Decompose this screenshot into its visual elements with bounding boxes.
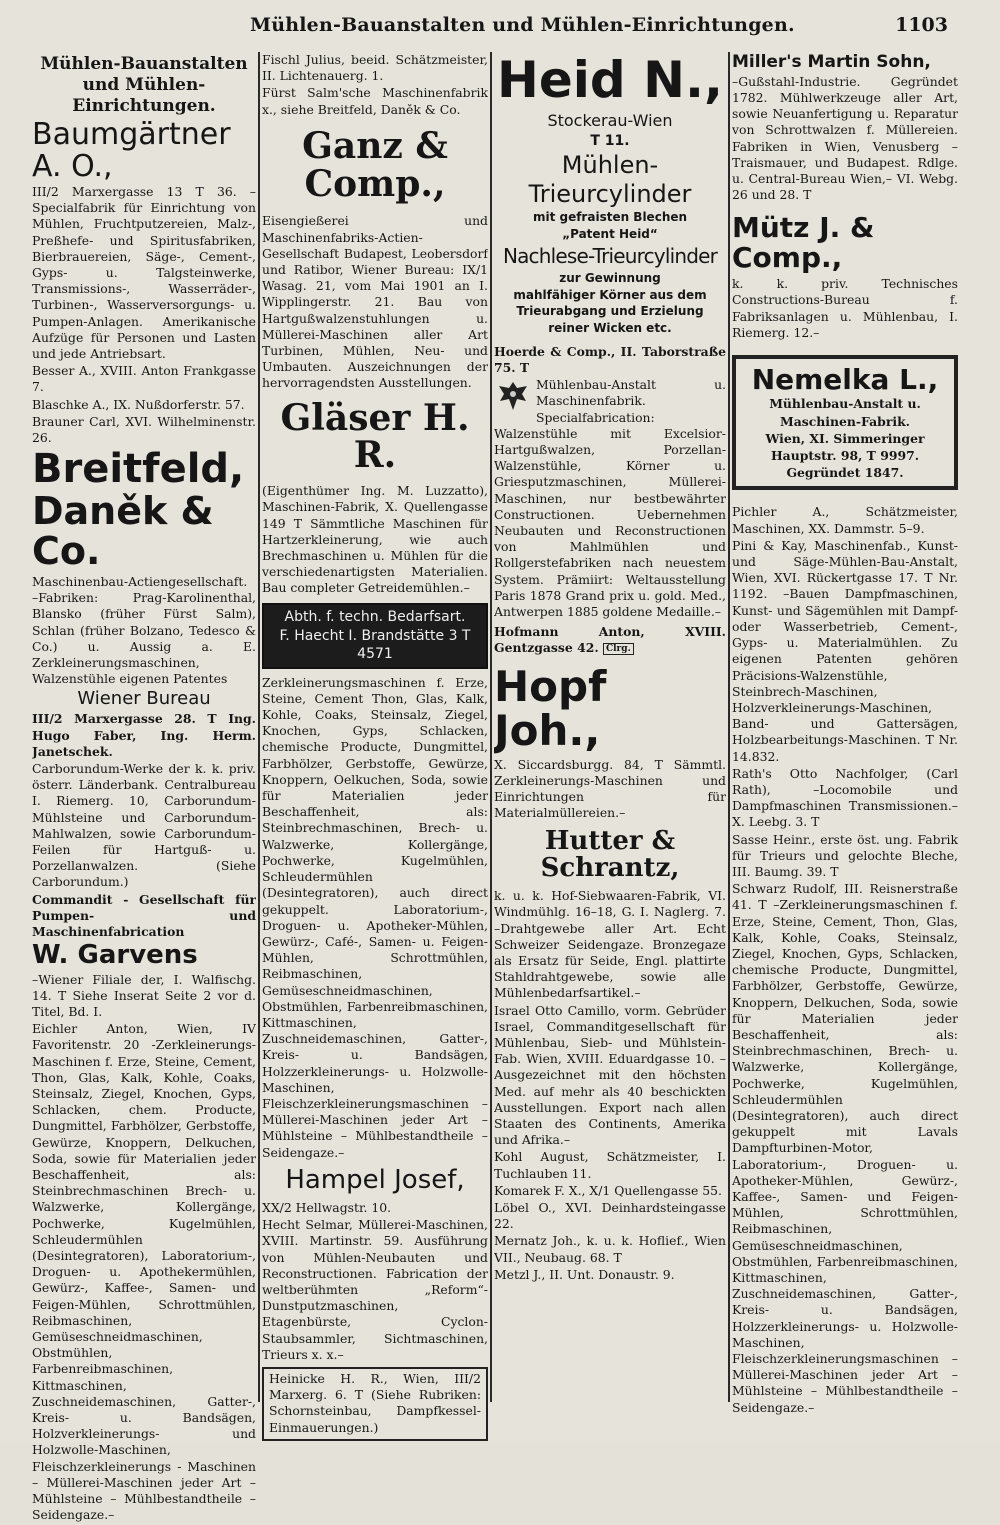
heid-text-4: mahlfähiger Körner aus dem Trieurabgang und Erzielung reiner Wicken etc. <box>513 288 707 335</box>
heid-phone: T 11. <box>590 132 630 149</box>
wiener-bureau-heading: Wiener Bureau <box>77 688 211 710</box>
entry-text-ganz: Eisengießerei und Maschinenfabriks-Actien-Gesellschaft Budapest, Leobersdorf und Ratibor, Wiener Bureau: IX/1 Wasag. 21, vom Mai 1901 an I. Wipplingerstr. 21. Bau von Hartgußwalzenstuhlungen u. Müllerei-Maschinen aller Art Turbinen, Mühlen, Neu- und Umbauten. Auszeichnungen der hervorragendsten Ausstellungen. <box>262 213 488 391</box>
column-1 <box>32 52 256 1525</box>
entry-mernatz: Mernatz Joh., k. u. k. Hoflief., Wien VII., Neubaug. 68. T <box>494 1233 726 1265</box>
entry-commandit: Commandit - Gesellschaft für Pumpen- und Maschinenfabrication <box>32 891 256 940</box>
heid-text-3: zur Gewinnung <box>559 270 661 285</box>
entry-fuerst-salm: Fürst Salm'sche Maschinenfabrik x., siehe Breitfeld, Daněk & Co. <box>262 85 488 117</box>
nemelka-text-2: Maschinen-Fabrik. <box>780 413 910 429</box>
entry-name-muetz: Mütz J. & Comp., <box>732 211 875 274</box>
entry-metzl: Metzl J., II. Unt. Donaustr. 9. <box>494 1266 675 1282</box>
column-divider <box>728 52 730 1402</box>
entry-text-muetz: k. k. priv. Technisches Constructions-Bureau f. Fabriksanlagen u. Mühlenbau, I. Riemerg. 12.– <box>732 276 958 340</box>
entry-israel: Israel Otto Camillo, vorm. Gebrüder Israel, Commanditgesellschaft für Mühlenbau, Sieb- und Mühlstein-Fab. Wien, XVIII. Eduardgasse 10. –Ausgezeichnet mit den höchsten Med. auf mehr als 40 beschickten Ausstellungen. Export nach allen Staaten des Continents, Amerika und Afrika.– <box>494 1002 726 1148</box>
column-3 <box>494 52 726 1284</box>
entry-schwarz: Schwarz Rudolf, III. Reisnerstraße 41. T –Zerkleinerungsmaschinen f. Erze, Steine, Cement, Thon, Glas, Kalk, Kohle, Coaks, Steinsalz, Ziegel, Knochen, Gyps, Schlacken, chemische Producte, Dungmittel, Farbhölzer, Gerbstoffe, Gewürze, Knoppern, Delkuchen, Soda, sowie für Materialien jeder Beschaffenheit, als: Steinbrechmaschinen, Brech- u. Walzwerke, Kollergänge, Pochwerke, Kugelmühlen, Schleudermühlen (Desintegratoren), auch direct gekuppelt mit Lavals Dampfturbinen-Motor, Laboratorium-, Droguen- u. Apotheker-Mühlen, Gewürz-, Kaffee-, Samen- und Feigen-Mühlen, Schrottmühlen, Reibmaschinen, Gemüseschneidmaschinen, Obstmühlen, Farbenreibmaschinen, Kittmaschinen, Zuschneidemaschinen, Gatter-, Kreis- u. Bandsägen, Holzzerkleinerungs- u. Holzwolle-Maschinen, Fleischzerkleinerungsmaschinen – Müllerei-Maschinen jeder Art – Mühlsteine – Mühlbestandtheile – Seidengaze.– <box>732 881 958 1415</box>
entry-text-miller: –Gußstahl-Industrie. Gegründet 1782. Mühlwerkzeuge aller Art, sowie Neuanfertigung u. Reparatur von Schrottwalzen f. Müllereien. Fabriken in Wien, Venusberg – Traismauer, und Budapest. Rdlge. u. Central-Bureau Wien,– VI. Webg. 26 und 28. T <box>732 73 958 203</box>
entry-text-garvens: –Wiener Filiale der, I. Walfischg. 14. T Siehe Inserat Seite 2 vor d. Titel, Bd. I. <box>32 971 256 1019</box>
entry-text-baumgartner: III/2 Marxergasse 13 T 36. –Specialfabrik für Einrichtung von Mühlen, Fruchtputzereien, Malz-, Preßhefe- und Spiritusfabriken, Bierbrauereien, Säge-, Cement-, Gyps- u. Talgsteinwerke, Transmissions-, Wasserräder-, Turbinen-, Wasserversorgungs- u. Pumpen-Anlagen. Amerikanische Aufzüge für Personen und Lasten und jede Antriebsart. <box>32 184 256 362</box>
entry-text-hutter: k. u. k. Hof-Siebwaaren-Fabrik, VI. Windmühlg. 16–18, G. I. Naglerg. 7. –Drahtgewebe aller Art. Echt Schweizer Seidengaze. Bronzegaze als Ersatz für Seide, Engl. plattirte Stahldrahtgewebe, sowie alle Mühlenbedarfsartikel.– <box>494 888 726 1001</box>
nemelka-box <box>732 355 958 490</box>
entry-name-breitfeld: Breitfeld, <box>32 446 245 493</box>
column-2 <box>262 52 488 1445</box>
running-title: Mühlen-Bauanstalten und Mühlen-Einrichtungen. <box>250 14 795 36</box>
entry-name-hutter: Hutter & Schrantz, <box>540 825 680 883</box>
entry-brauner: Brauner Carl, XVI. Wilhelminenstr. 26. <box>32 413 256 446</box>
entry-name-hopf: Hopf Joh., <box>494 661 607 755</box>
entry-name-glaeser: Gläser H. R. <box>280 396 470 477</box>
entry-name-nemelka: Nemelka L., <box>751 363 939 397</box>
entry-name-hampel: Hampel Josef, <box>285 1164 465 1195</box>
entry-kohl: Kohl August, Schätzmeister, I. Tuchlauben 11. <box>494 1149 726 1181</box>
entry-hofmann: Hofmann Anton, XVIII. Gentzgasse 42. Clrg. <box>494 624 726 656</box>
abth-line-1: Abth. f. techn. Bedarfsart. <box>284 608 466 625</box>
page-header <box>0 10 1000 46</box>
eagle-emblem-icon <box>496 379 530 413</box>
heid-product-2: Trieurcylinder <box>528 179 692 208</box>
entry-besser: Besser A., XVIII. Anton Frankgasse 7. <box>32 363 256 395</box>
entry-name-garvens: W. Garvens <box>32 940 198 971</box>
abth-line-2: F. Haecht I. Brandstätte 3 T 4571 <box>279 627 471 662</box>
abth-banner <box>262 603 488 669</box>
heid-city: Stockerau-Wien <box>547 110 673 130</box>
entry-text-glaeser: (Eigenthümer Ing. M. Luzzatto), Maschinen-Fabrik, X. Quellengasse 149 T Sämmtliche Maschinen für Hartzerkleinerung, wie auch Brechmaschinen u. Mühlen für die verschiedenartigsten Materialien. Bau completer Getreidemühlen.– <box>262 483 488 596</box>
entry-komarek: Komarek F. X., X/1 Quellengasse 55. <box>494 1182 722 1198</box>
entry-text-hampel: XX/2 Hellwagstr. 10. <box>262 1200 392 1216</box>
entry-name-baumgartner: Baumgärtner A. O., <box>32 117 231 184</box>
entry-eichler: Eichler Anton, Wien, IV Favoritenstr. 20 -Zerkleinerungs-Maschinen f. Erze, Steine, Cement, Thon, Glas, Kalk, Kohle, Coaks, Steinsalz, Ziegel, Knochen, Gyps, Schlacken, chem. Producte, Dungmittel, Farbhölzer, Gerbstoffe, Gewürze, Knoppern, Delkuchen, Soda, sowie für Materialien jeder Beschaffenheit, als: Steinbrechmaschinen Brech- u. Walzwerke, Kollergänge, Pochwerke, Kugelmühlen, Schleudermühlen (Desintegratoren), Laboratorium-, Droguen- u. Apothekermühlen, Gewürz-, Kaffee-, Samen- und Feigen-Mühlen, Schrottmühlen, Reibmaschinen, Gemüseschneidmaschinen, Obstmühlen, Farbenreibmaschinen, Kittmaschinen, Zuschneidemaschinen, Gatter-, Kreis- u. Bandsägen, Holzverkleinerungs- und Holzwolle-Maschinen, Fleischzerkleinerungs - Maschinen – Müllerei-Maschinen jeder Art – Mühlsteine – Mühlbestandtheile – Seidengaze.– <box>32 1021 256 1523</box>
entry-hecht: Hecht Selmar, Müllerei-Maschinen, XVIII. Martinstr. 59. Ausführung von Mühlen-Neubauten und Reconstructionen. Fabrication der weltberühmten „Reform“-Dunstputzmaschinen, Etagenbürste, Cyclon-Staubsammler, Sichtmaschinen, Trieurs x. x.– <box>262 1217 488 1362</box>
entry-hoerde: Hoerde & Comp., II. Taborstraße 75. T <box>494 343 726 375</box>
nemelka-text-1: Mühlenbau-Anstalt u. <box>769 396 921 412</box>
heid-text-1: mit gefraisten Blechen <box>532 209 688 224</box>
entry-pini: Pini & Kay, Maschinenfab., Kunst- und Säge-Mühlen-Bau-Anstalt, Wien, XVI. Rückertgasse 17. T Nr. 1192. –Bauen Dampfmaschinen, Kunst- und Sägemühlen mit Dampf- oder Wasserbetrieb, Cement-, Gyps- u. Materialmühlen. Zu eigenen Patenten gehören Präcisions-Walzenstühle, Steinbrech-Maschinen, Holzverkleinerungs-Maschinen, Band- und Gattersägen, Holzbearbeitungs-Maschinen. T Nr. 14.832. <box>732 537 958 764</box>
heinicke-box <box>262 1367 488 1441</box>
entry-name-danek: Daněk & Co. <box>32 489 214 574</box>
column-divider <box>258 52 260 1402</box>
heid-product-1: Mühlen- <box>561 150 659 179</box>
entry-blaschke: Blaschke A., IX. Nußdorferstr. 57. <box>32 396 245 412</box>
wiener-bureau-text: III/2 Marxergasse 28. T Ing. Hugo Faber, Ing. Herm. Janetschek. <box>32 711 256 759</box>
entry-text-hopf: X. Siccardsburgg. 84, T Sämmtl. Zerkleinerungs-Maschinen und Einrichtungen für Materialmüllereien.– <box>494 756 726 821</box>
column-divider <box>490 52 492 1402</box>
entry-text-abth: Zerkleinerungsmaschinen f. Erze, Steine, Cement Thon, Glas, Kalk, Kohle, Coaks, Steinsalz, Ziegel, Knochen, Gyps, Schlacken, chemische Producte, Dungmittel, Farbhölzer, Gerbstoffe, Gewürze, Knoppern, Oelkuchen, Soda, sowie für Materialien jeder Beschaffenheit, als: Steinbrechmaschinen, Brech- u. Walzwerke, Kollergänge, Pochwerke, Kugelmühlen, Schleudermühlen (Desintegratoren), auch direct gekuppelt. Laboratorium-, Droguen- u. Apotheker-Mühlen, Gewürz-, Café-, Samen- u. Feigen-Mühlen, Schrottmühlen, Reibmaschinen, Gemüseschneidmaschinen, Obstmühlen, Farbenreibmaschinen, Kittmaschinen, Zuschneidemaschinen, Gatter-, Kreis- u. Bandsägen, Holzzerkleinerungs- u. Holzwolle-Maschinen, Fleischzerkleinerungsmaschinen – Müllerei-Maschinen jeder Art – Mühlsteine – Mühlbestandtheile – Seidengaze.– <box>262 674 488 1160</box>
entry-text-breitfeld: Maschinenbau-Actiengesellschaft. –Fabriken: Prag-Karolinenthal, Blansko (früher Fürst Salm), Schlan (früher Bolzano, Tedesco & Co.) u. Aussig a. E. Zerkleinerungsmaschinen, Walzenstühle eigenen Patentes <box>32 574 256 687</box>
heid-text-2: „Patent Heid“ <box>562 226 658 241</box>
entry-loebel: Löbel O., XVI. Deinhardsteingasse 22. <box>494 1200 726 1232</box>
page-number: 1103 <box>895 14 948 36</box>
entry-name-miller: Miller's Martin Sohn, <box>732 52 931 72</box>
entry-heinicke: Heinicke H. R., Wien, III/2 Marxerg. 6. T (Siehe Rubriken: Schornsteinbau, Dampfkessel-Einmauerungen.) <box>269 1371 481 1435</box>
column-4 <box>732 52 958 1417</box>
entry-fischl: Fischl Julius, beeid. Schätzmeister, II. Lichtenauerg. 1. <box>262 52 488 84</box>
clrg-stamp: Clrg. <box>603 643 634 655</box>
entry-name-heid: Heid N., <box>497 52 723 109</box>
nemelka-text-4: Hauptstr. 98, T 9997. <box>770 448 920 464</box>
nemelka-text-3: Wien, XI. Simmeringer <box>765 430 925 446</box>
entry-name-ganz: Ganz & Comp., <box>302 124 448 205</box>
heid-product-3: Nachlese-Trieurcylinder <box>502 243 718 268</box>
entry-carborundum: Carborundum-Werke der k. k. priv. österr. Länderbank. Centralbureau I. Riemerg. 10, Carborundum-Mühlsteine und Carborundum-Mahlwalzen, sowie Carborundum-Feilen für Hartguß- u. Porzellanwalzen. (Siehe Carborundum.) <box>32 761 256 890</box>
entry-sasse: Sasse Heinr., erste öst. ung. Fabrik für Trieurs und gelochte Bleche, III. Baumg. 39. T <box>732 831 958 879</box>
nemelka-text-5: Gegründet 1847. <box>786 465 904 481</box>
section-title: Mühlen-Bauanstalten und Mühlen-Einrichtungen. <box>40 54 248 116</box>
entry-rath: Rath's Otto Nachfolger, (Carl Rath), –Locomobile und Dampfmaschinen Transmissionen.– X. Leebg. 3. T <box>732 765 958 830</box>
entry-pichler: Pichler A., Schätzmeister, Maschinen, XX. Dammstr. 5–9. <box>732 504 958 536</box>
entry-text-hoerde: Mühlenbau-Anstalt u. Maschinenfabrik. Specialfabrication: Walzenstühle mit Excelsior-Hartgußwalzen, Porzellan-Walzenstühle, Körner u. Griesputzmaschinen, Müllerei-Maschinen, nur bestbewährter Constructionen. Uebernehmen Neubauten und Reconstructionen von Mahlmühlen und Rollgerstefabriken nach neuestem System. Prämiirt: Weltausstellung Paris 1878 Grand prix u. gold. Med., Antwerpen 1885 goldene Medaille.– <box>494 377 726 619</box>
